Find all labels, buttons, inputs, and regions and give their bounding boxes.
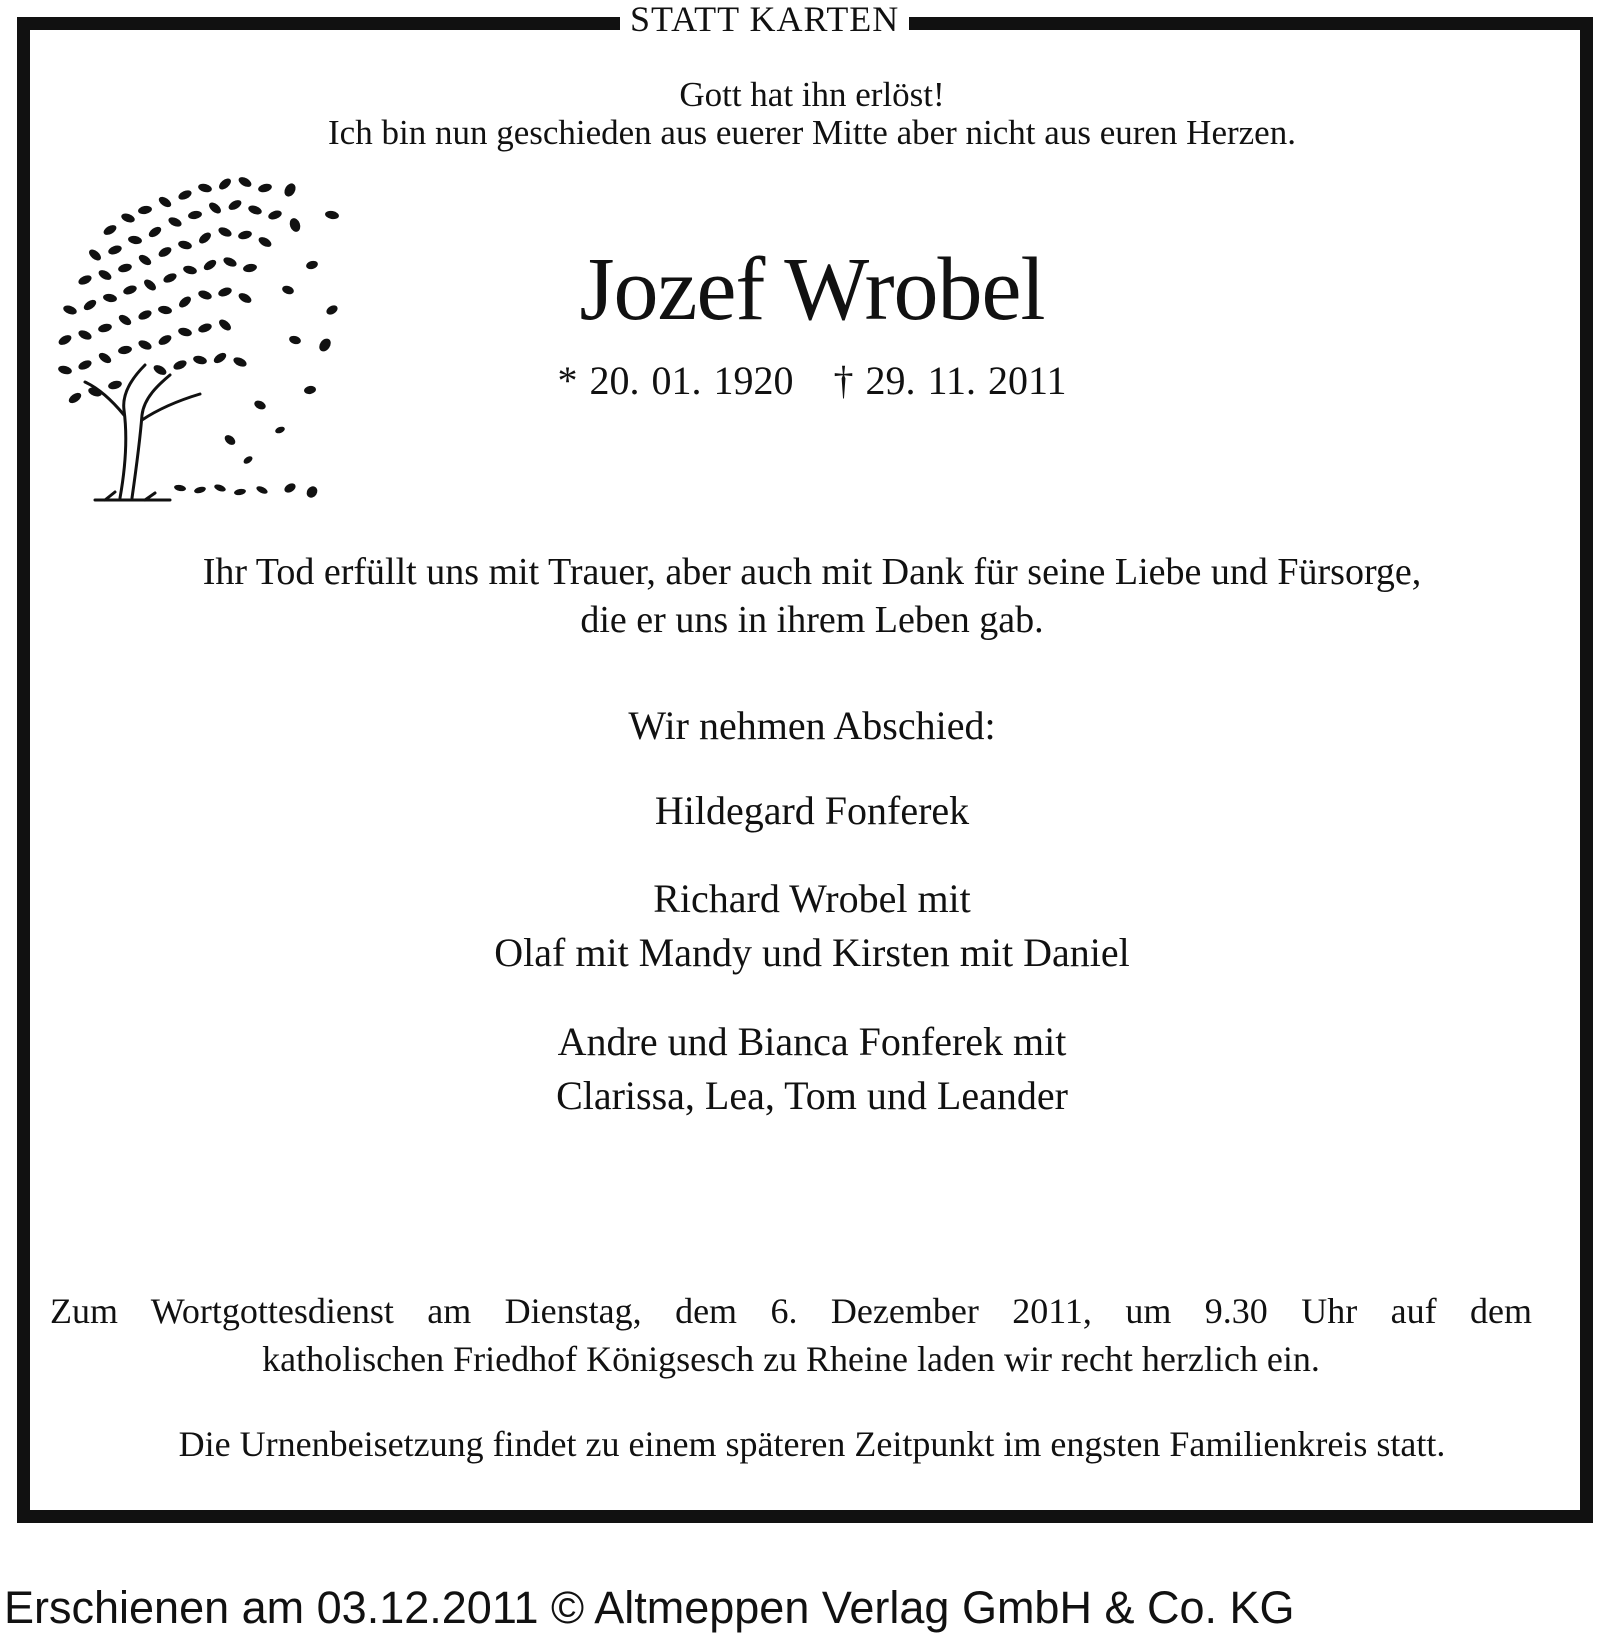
mourner-group (0, 1015, 1624, 1123)
quote (0, 76, 1624, 152)
windblown-tree-icon (50, 170, 355, 530)
mourner-line: Richard Wrobel mit (653, 876, 971, 921)
quote-line-1: Gott hat ihn erlöst! (679, 75, 945, 114)
service-line-1: Zum Wortgottesdienst am Dienstag, dem 6. Dezember 2011, um 9.30 Uhr auf dem (50, 1291, 1532, 1331)
burial-note: Die Urnenbeisetzung findet zu einem späteren Zeitpunkt im engsten Familienkreis statt. (178, 1424, 1446, 1464)
mourner-line: Clarissa, Lea, Tom und Leander (556, 1073, 1068, 1118)
grief-text (0, 548, 1624, 644)
mourner-line: Hildegard Fonferek (654, 788, 970, 833)
grief-line-2: die er uns in ihrem Leben gab. (580, 599, 1044, 641)
mourner-line: Olaf mit Mandy und Kirsten mit Daniel (494, 930, 1130, 975)
grief-line-1: Ihr Tod erfüllt uns mit Trauer, aber auch mit Dank für seine Liebe und Fürsorge, (202, 551, 1422, 593)
service-announcement (50, 1287, 1532, 1383)
farewell-heading: Wir nehmen Abschied: (628, 703, 996, 748)
header-label: STATT KARTEN (620, 0, 909, 36)
mourner-group (0, 872, 1624, 980)
birth-date: * 20. 01. 1920 (557, 358, 794, 403)
life-dates (0, 358, 1624, 404)
service-line-2: katholischen Friedhof Königsesch zu Rheine laden wir recht herzlich ein. (262, 1339, 1320, 1379)
deceased-name: Jozef Wrobel (579, 240, 1045, 339)
publication-footer: Erschienen am 03.12.2011 © Altmeppen Verlag GmbH & Co. KG (4, 1582, 1295, 1633)
mourner-line: Andre und Bianca Fonferek mit (557, 1019, 1067, 1064)
death-date: † 29. 11. 2011 (833, 358, 1067, 403)
mourner-group (0, 787, 1624, 835)
quote-line-2: Ich bin nun geschieden aus euerer Mitte aber nicht aus euren Herzen. (328, 113, 1296, 152)
